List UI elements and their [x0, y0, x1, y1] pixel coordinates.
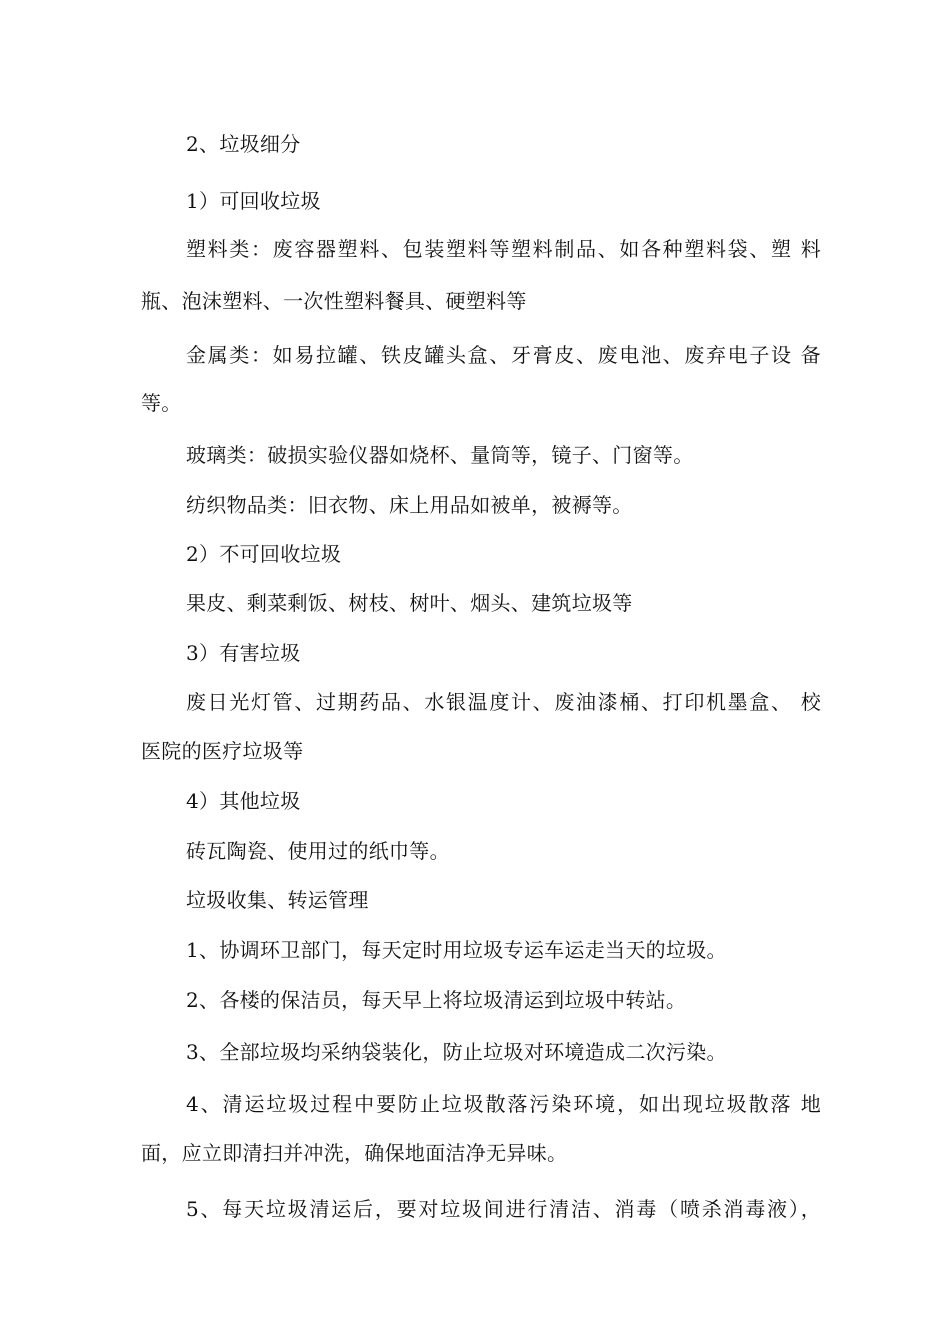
paragraph-textiles: 纺织物品类：旧衣物、床上用品如被单，被褥等。: [186, 493, 633, 517]
paragraph-plastics-line-1: 塑料类：废容器塑料、包装塑料等塑料制品、如各种塑料袋、塑 料: [186, 237, 821, 261]
paragraph-hazardous-line-2: 医院的医疗垃圾等: [141, 739, 304, 763]
paragraph-other-waste-items: 砖瓦陶瓷、使用过的纸巾等。: [186, 839, 450, 863]
subheading-recyclable-waste: 1）可回收垃圾: [186, 189, 321, 213]
rule-item-2: 2、各楼的保洁员，每天早上将垃圾清运到垃圾中转站。: [186, 988, 687, 1012]
paragraph-metals-line-1: 金属类：如易拉罐、铁皮罐头盒、牙膏皮、废电池、废弃电子设 备: [186, 343, 821, 367]
subheading-other-waste: 4）其他垃圾: [186, 789, 301, 813]
subheading-non-recyclable-waste: 2）不可回收垃圾: [186, 542, 342, 566]
subheading-hazardous-waste: 3）有害垃圾: [186, 641, 301, 665]
rule-item-1: 1、协调环卫部门，每天定时用垃圾专运车运走当天的垃圾。: [186, 938, 727, 962]
rule-item-4-line-2: 面，应立即清扫并冲洗，确保地面洁净无异味。: [141, 1141, 568, 1165]
paragraph-hazardous-line-1: 废日光灯管、过期药品、水银温度计、废油漆桶、打印机墨盒、 校: [186, 690, 821, 714]
paragraph-non-recyclable-items: 果皮、剩菜剩饭、树枝、树叶、烟头、建筑垃圾等: [186, 591, 633, 615]
rule-item-3: 3、全部垃圾均采纳袋装化，防止垃圾对环境造成二次污染。: [186, 1040, 727, 1064]
rule-item-5-line-1: 5、每天垃圾清运后，要对垃圾间进行清洁、消毒（喷杀消毒液），: [186, 1197, 821, 1221]
rule-item-4-line-1: 4、清运垃圾过程中要防止垃圾散落污染环境，如出现垃圾散落 地: [186, 1092, 821, 1116]
paragraph-metals-line-2: 等。: [141, 391, 182, 415]
paragraph-plastics-line-2: 瓶、泡沫塑料、一次性塑料餐具、硬塑料等: [141, 289, 527, 313]
section-heading-waste-subdivision: 2、垃圾细分: [186, 132, 301, 156]
paragraph-glass: 玻璃类：破损实验仪器如烧杯、量筒等，镜子、门窗等。: [186, 443, 694, 467]
section-heading-collection-transport: 垃圾收集、转运管理: [186, 888, 369, 912]
